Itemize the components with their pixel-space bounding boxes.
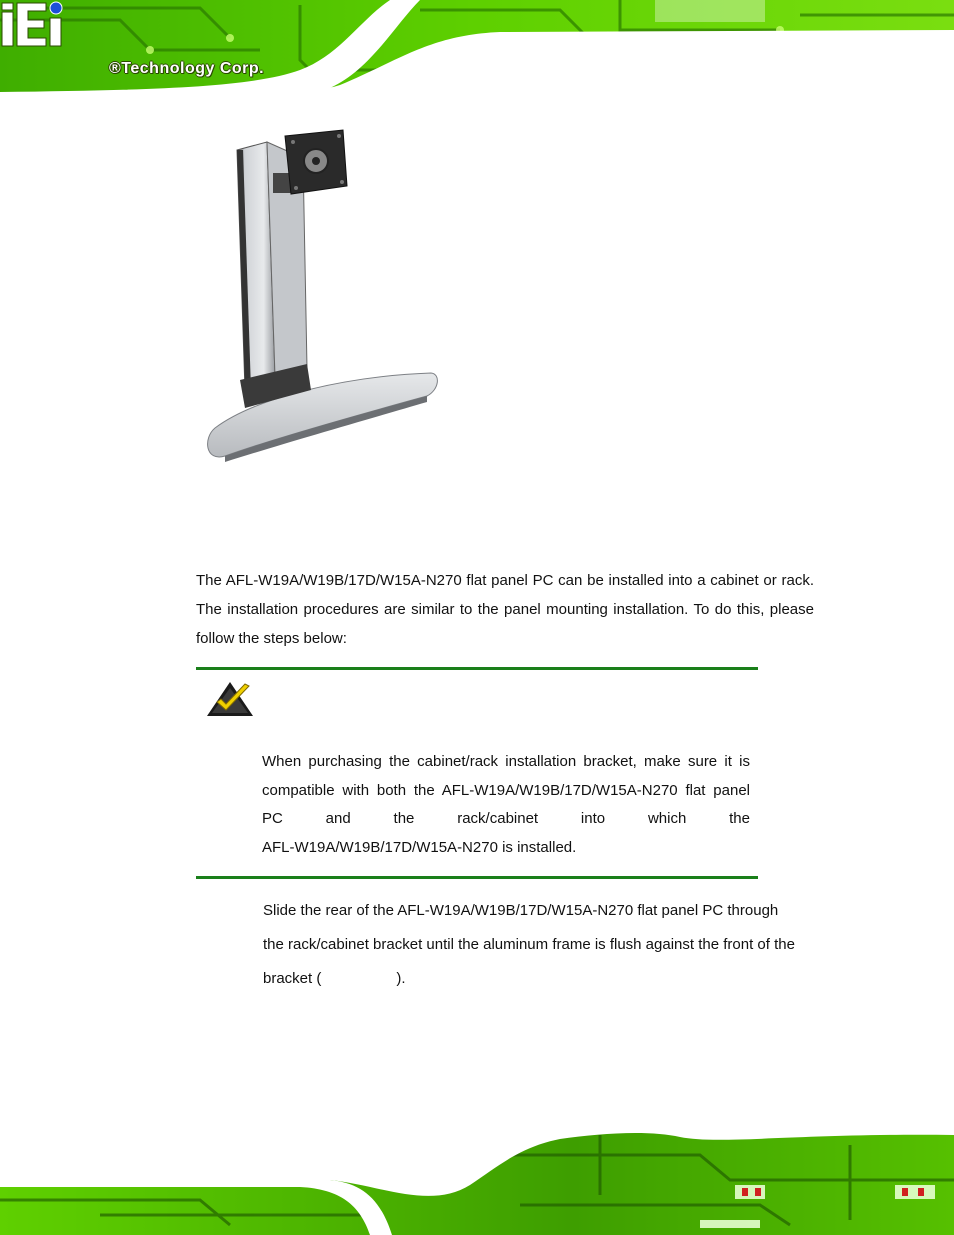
page-header [0,0,954,112]
monitor-stand-image [195,128,445,468]
note-line-2: compatible with both the AFL-W19A/W19B/17D/W15A-N270 flat panel [262,781,750,799]
intro-paragraph: The AFL-W19A/W19B/17D/W15A-N270 flat panel PC can be installed into a cabinet or rack. The installation procedures are similar to the panel mounting installation. To do this, please follow the steps below: [196,572,814,647]
note-check-icon [205,680,255,718]
note-top-rule [196,667,758,670]
page-footer [0,1125,954,1235]
step-paragraph [263,894,823,996]
note-line-1: When purchasing the cabinet/rack installation bracket, make sure it is [262,753,750,770]
note-line-4: AFL-W19A/W19B/17D/W15A-N270 is installed. [262,838,577,856]
iei-logo-icon [0,0,70,48]
step-line-3: bracket ( ). [263,970,406,987]
note-line-3: PC and the rack/cabinet into which the [262,810,750,827]
pcb-footer-graphic [0,1125,954,1235]
company-name: ®Technology Corp. [109,60,265,77]
step-line-1: Slide the rear of the AFL-W19A/W19B/17D/W15A-N270 flat panel PC through [263,902,779,919]
note-bottom-rule [196,876,758,879]
pcb-header-graphic [0,0,954,112]
note-text [262,748,750,862]
step-line-2: the rack/cabinet bracket until the aluminum frame is flush against the front of the [263,936,795,953]
